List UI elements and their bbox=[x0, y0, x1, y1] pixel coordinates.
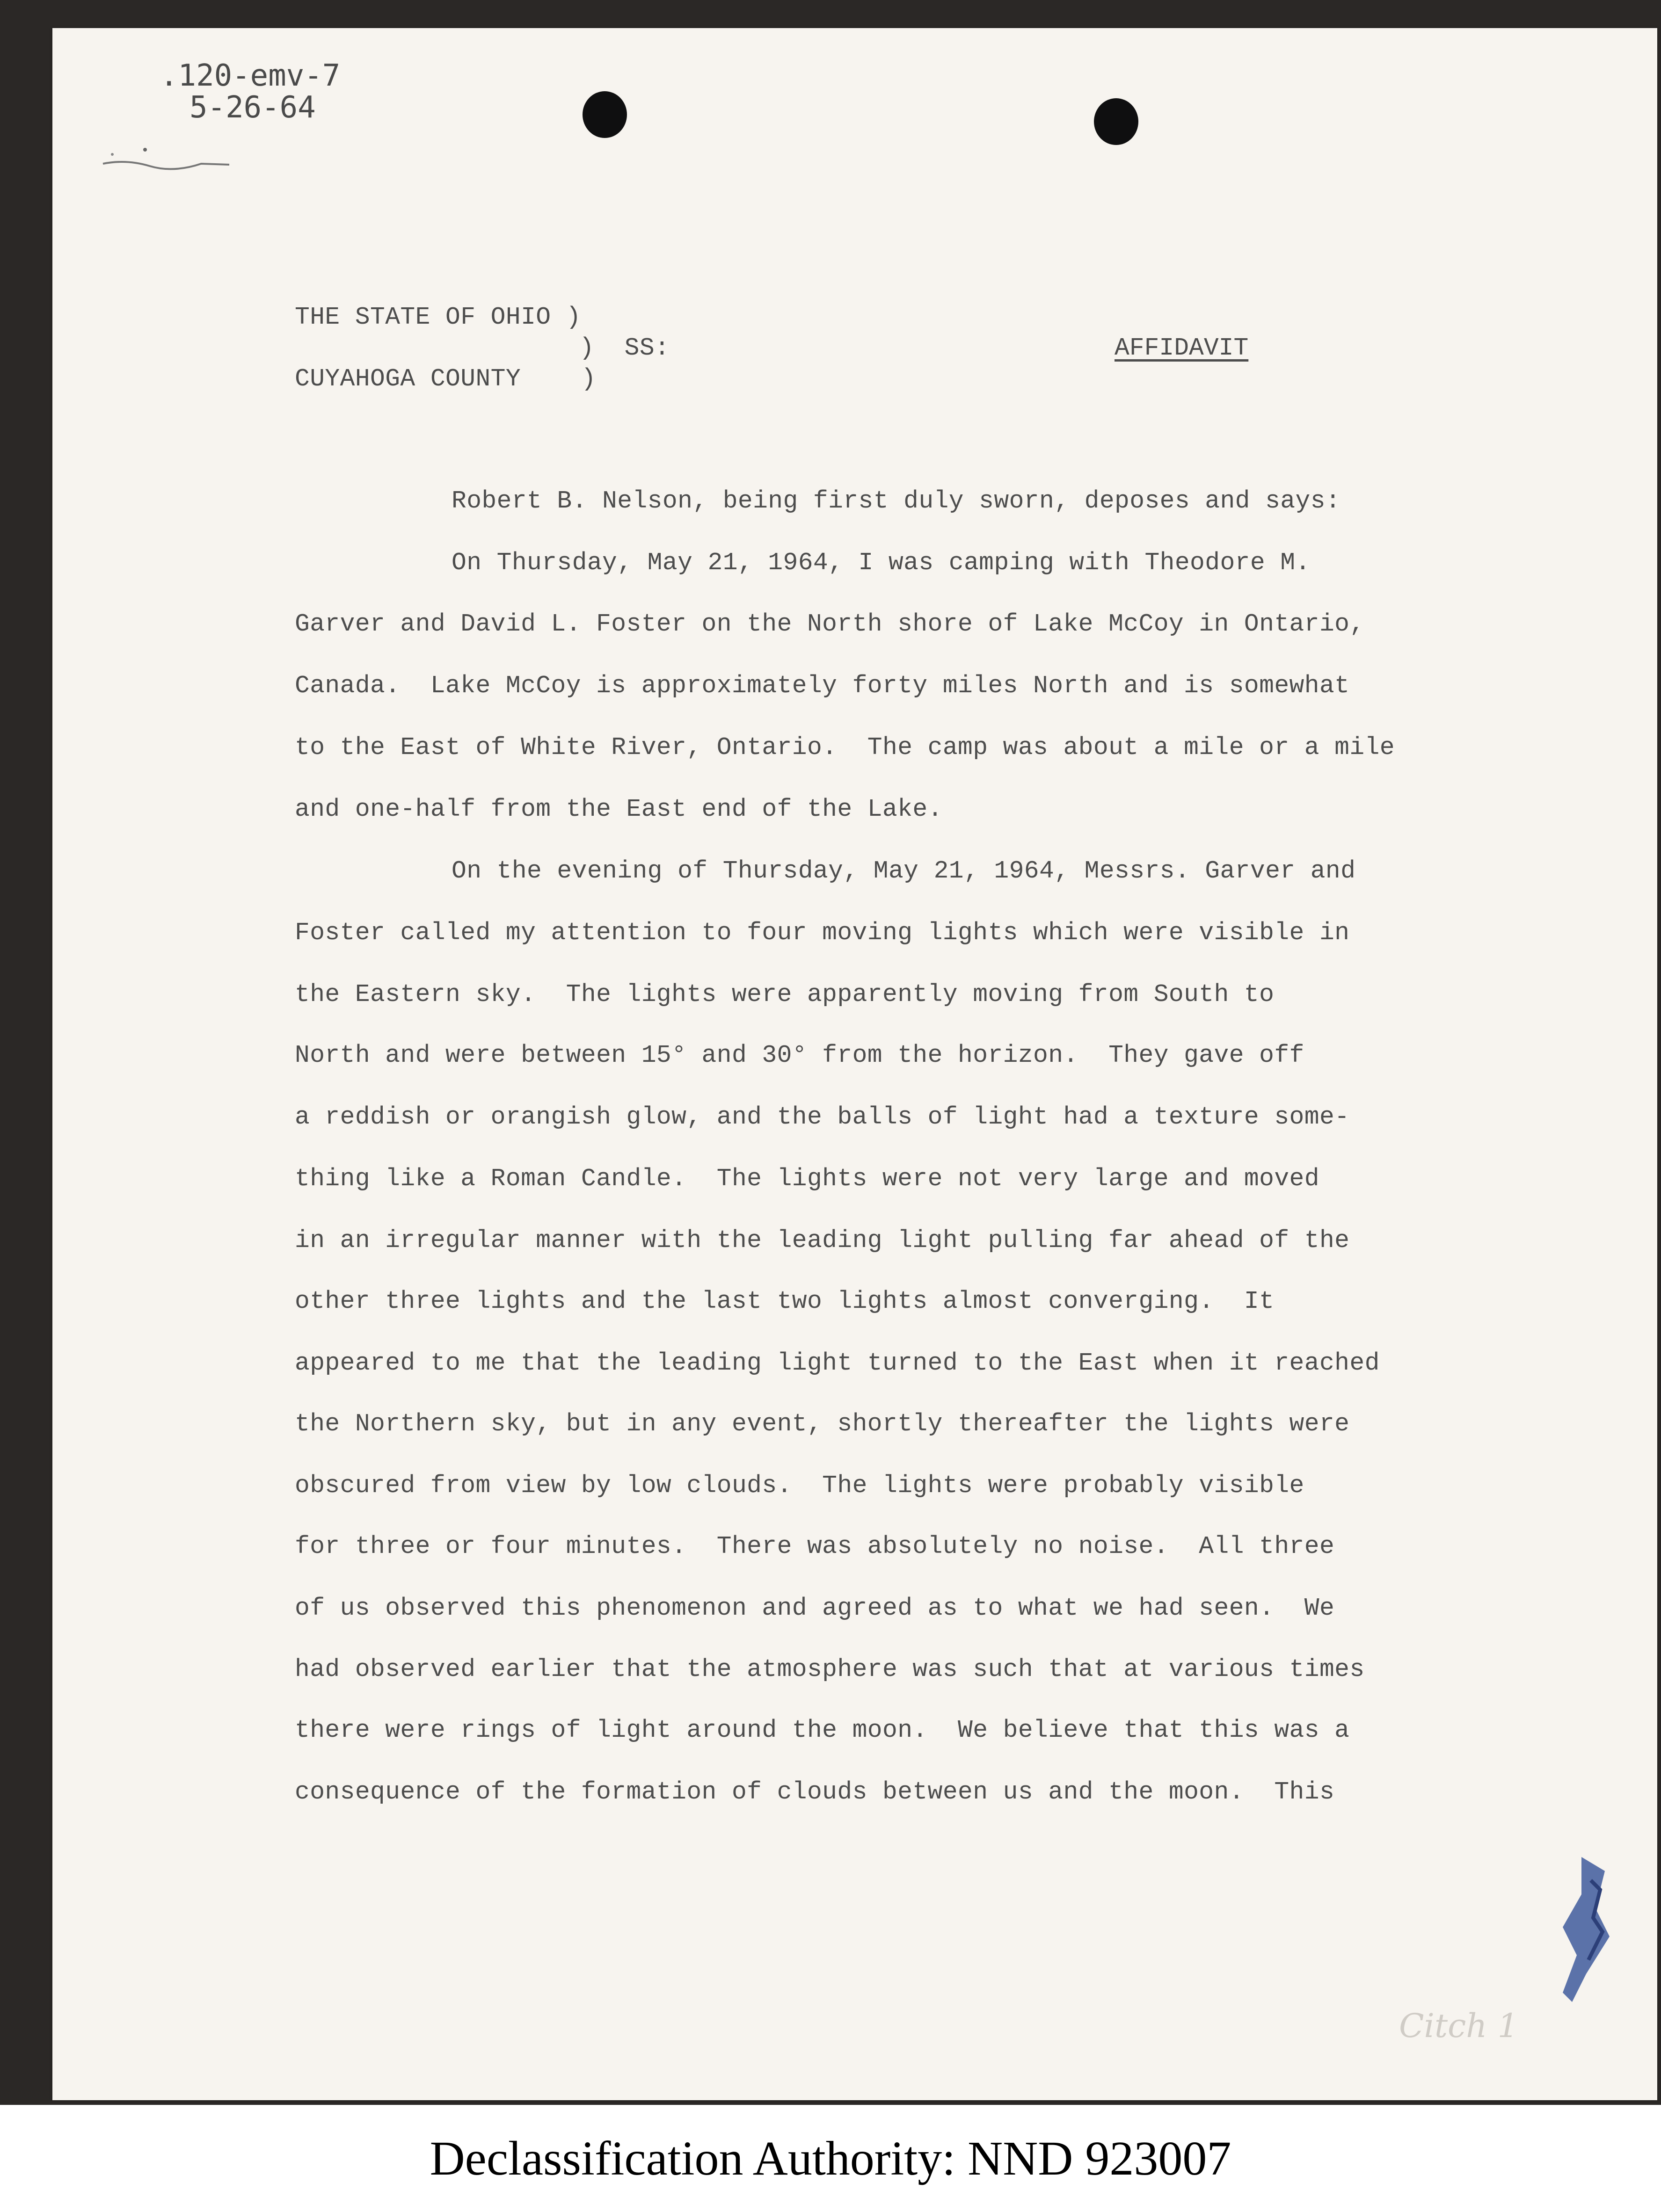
body-line: to the East of White River, Ontario. The camp was about a mile or a mile bbox=[295, 733, 1395, 762]
body-line: appeared to me that the leading light turned to the East when it reached bbox=[295, 1349, 1380, 1377]
caption-ss: ) SS: bbox=[579, 334, 670, 362]
punch-hole-right bbox=[1094, 98, 1138, 145]
margin-note: Citch 1 bbox=[1399, 2007, 1519, 2045]
body-line: consequence of the formation of clouds between us and the moon. This bbox=[295, 1778, 1335, 1806]
reference-number: .120-emv-7 bbox=[160, 58, 341, 93]
body-line: Foster called my attention to four moving lights which were visible in bbox=[295, 919, 1350, 947]
ink-stamp-fragment bbox=[1553, 1852, 1614, 2007]
body-line: a reddish or orangish glow, and the balls of light had a texture some- bbox=[295, 1103, 1350, 1131]
body-line: North and were between 15° and 30° from the horizon. They gave off bbox=[295, 1041, 1304, 1069]
body-line: the Eastern sky. The lights were apparently moving from South to bbox=[295, 980, 1275, 1008]
body-line: On the evening of Thursday, May 21, 1964, Messrs. Garver and bbox=[452, 857, 1356, 885]
punch-hole-left bbox=[583, 91, 627, 138]
document-title: AFFIDAVIT bbox=[1115, 334, 1249, 362]
body-line: and one-half from the East end of the Lake. bbox=[295, 795, 943, 823]
body-line: other three lights and the last two lights almost converging. It bbox=[295, 1287, 1275, 1315]
body-line: Garver and David L. Foster on the North shore of Lake McCoy in Ontario, bbox=[295, 610, 1365, 638]
body-line: for three or four minutes. There was absolutely no noise. All three bbox=[295, 1532, 1335, 1560]
body-line: in an irregular manner with the leading light pulling far ahead of the bbox=[295, 1226, 1350, 1255]
handwritten-date: 5-26-64 bbox=[189, 90, 316, 125]
pencil-scratch-mark bbox=[98, 140, 239, 178]
caption-state: THE STATE OF OHIO ) bbox=[295, 303, 581, 331]
caption-county: CUYAHOGA COUNTY ) bbox=[295, 365, 597, 393]
body-line: Canada. Lake McCoy is approximately forty miles North and is somewhat bbox=[295, 672, 1350, 700]
body-line: On Thursday, May 21, 1964, I was camping with Theodore M. bbox=[452, 549, 1311, 577]
body-line: the Northern sky, but in any event, shortly thereafter the lights were bbox=[295, 1410, 1350, 1438]
body-line: had observed earlier that the atmosphere was such that at various times bbox=[295, 1655, 1365, 1683]
declassification-footer: Declassification Authority: NND 923007 bbox=[430, 2132, 1231, 2185]
body-line: thing like a Roman Candle. The lights were not very large and moved bbox=[295, 1165, 1319, 1193]
body-line: Robert B. Nelson, being first duly sworn, deposes and says: bbox=[452, 487, 1341, 515]
body-line: of us observed this phenomenon and agreed as to what we had seen. We bbox=[295, 1594, 1335, 1622]
body-line: obscured from view by low clouds. The lights were probably visible bbox=[295, 1472, 1304, 1500]
body-line: there were rings of light around the moon. We believe that this was a bbox=[295, 1716, 1350, 1744]
